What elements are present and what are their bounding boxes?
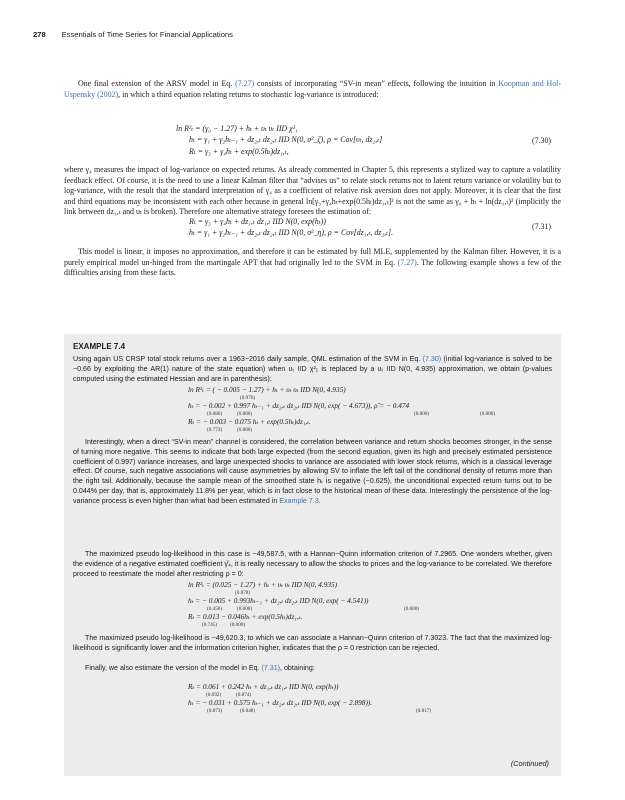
- intro-text: , in which a third equation relating returns to stochastic log-variance is introduced:: [118, 89, 379, 99]
- p-value: (0.048): [240, 708, 256, 714]
- equation-link[interactable]: (7.31): [261, 664, 281, 672]
- example-box: [64, 334, 561, 776]
- equation-line: ln R²ₜ = (γ₀ − 1.27) + hₜ + υₜ υₜ IID χ²₁: [176, 124, 298, 133]
- p-value: (0.000): [414, 411, 430, 417]
- equation-line: Rₜ = 0.061 + 0.242 hₜ + dz₁,ₜ dz₁,ₜ IID N(0, exp(hₜ)): [188, 682, 339, 691]
- body-paragraph: [64, 247, 561, 279]
- intro-text: consists of incorporating “SV-in mean” effects, following the intuition in: [254, 79, 499, 88]
- book-title: Essentials of Time Series for Financial Applications: [61, 30, 233, 39]
- equation-line: ln R²ₜ = ( − 0.005 − 1.27) + hₜ + υₜ υₜ IID N(0, 4.935): [188, 385, 346, 394]
- p-value: (0.000): [230, 622, 246, 628]
- p-value: (0.745): [202, 622, 218, 628]
- page-number: 278: [33, 30, 46, 39]
- p-value: (0.874): [236, 692, 252, 698]
- p-value: (0.000): [237, 606, 253, 612]
- example-paragraph: The maximized pseudo log-likelihood in this case is −49,587.5, with a Hannan−Quinn information criterion of 7.2965. One wonders whether, given the evidence of a negative estimated coefficient γ̂₄, it is really necessary to allow the shocks to prices and the log-variance to be correlated. We therefore proceed to reestimate the model after restricting ρ = 0:: [73, 550, 552, 578]
- p-value: (0.976): [240, 395, 256, 401]
- equation-link[interactable]: (7.27): [235, 79, 255, 88]
- body-text: . The following example shows a few of the difficulties arising from these facts.: [64, 257, 561, 278]
- equation-line: hₜ = − 0.005 + 0.993hₜ₋₁ + dz₂,ₜ dz₂,ₜ IID N(0, exp( − 4.541)): [188, 596, 369, 605]
- running-header: [33, 30, 233, 39]
- p-value: (0.692): [206, 692, 222, 698]
- equation-line: hₜ = γ₁ + γ₂hₜ₋₁ + dz₂,ₜ dz₂,ₜ IID N(0, σ²_ζ), ρ = Cov[υₜ, dz₂,ₜ]: [189, 135, 383, 144]
- equation-line: hₜ = − 0.031 + 0.575 hₜ₋₁ + dz₂,ₜ dz₂,ₜ IID N(0, exp( − 2.898)).: [188, 698, 373, 707]
- equation-link[interactable]: (7.30): [422, 355, 442, 363]
- body-text: This model is linear, it imposes no approximation, and therefore it can be estimated by full MLE, supplemented by the Kalman filter. However, it is a purely empirical model un-hinged from the martingale APT that had originally led to the SVM in Eq.: [64, 247, 561, 267]
- citation-link[interactable]: Koopman and Hol-Uspensky (2002): [64, 79, 561, 99]
- example-text: Finally, we also estimate the version of the model in Eq.: [85, 664, 262, 672]
- equation-number: (7.30): [532, 136, 552, 145]
- equation-line: Rₜ = γ₃ + γ₄hₜ + exp(0.5hₜ)dz₁,ₜ,: [189, 147, 289, 156]
- p-value: (0.000): [237, 427, 253, 433]
- example-text: .: [318, 496, 321, 505]
- example-paragraph: [73, 438, 552, 507]
- p-value: (0.873): [207, 708, 223, 714]
- example-title: EXAMPLE 7.4: [73, 342, 126, 351]
- example-text: Interestingly, when a direct “SV-in mean” channel is considered, the correlation between variance and return shocks becomes stronger, in the sense of turning more negative. This seems to indicate that both large expected (from the second equation, given its high and precisely estimated persistence coefficient of 0.997) variance increases, and large unexpected shocks to variance are associated with lower stock returns, which is a classical leverage effect. Of course, such negative associations will cause asymmetries by allowing SV to inflate the left tail of the conditional density of returns more than the right tail. Additionally, because the sample mean of the smoothed state hₜ is negative (−0.625), the unconditional expected return turns out to be 0.044% per day, that is, approximately 11.8% per year, which is in fact close to the historical mean of these data. Interestingly the persistence of the log-variance process is even higher than what had been estimated in: [73, 438, 552, 505]
- equation-number: (7.31): [532, 222, 552, 231]
- equation-line: ln R²ₜ = (0.025 − 1.27) + hₜ + υₜ υₜ IID N(0, 4.935): [188, 580, 338, 589]
- continued-label: (Continued): [510, 759, 549, 768]
- p-value: (0.817): [416, 708, 432, 714]
- intro-paragraph: [64, 79, 561, 100]
- example-paragraph: [73, 664, 552, 674]
- p-value: (0.878): [235, 590, 251, 596]
- equation-line: Rₜ = γ₃ + γ₄hₜ + dz₁,ₜ dz₁,ₜ IID N(0, exp(hₜ)): [189, 217, 326, 226]
- p-value: (0.000): [237, 411, 253, 417]
- example-paragraph: [73, 355, 552, 384]
- p-value: (0.000): [404, 606, 420, 612]
- equation-line: hₜ = γ₁ + γ₂hₜ₋₁ + dz₂,ₜ dz₂,ₜ IID N(0, σ²_η), ρ = Cov[dz₁,ₜ, dz₂,ₜ].: [189, 228, 394, 237]
- p-value: (0.773): [207, 427, 223, 433]
- body-paragraph: where γ₄ measures the impact of log-variance on expected returns. As already commented in Chapter 5, this represents a stylized way to capture a volatility feedback effect. Of course, it is the need to use a linear Kalman filter that “advises us” to relate stock returns not to latent return variance or volatility but to log-variance, with the result that the standard interpretation of γ₄ as a coefficient of relative risk aversion does not apply. Moreover, it is clear that the first and third equations may be inconsistent with each other because in general ln[γ₃+γ₄hₜ+exp(0.5hₜ)dz₁,ₜ]² is not the same as γ₀ + hₜ + ln(dz₁,ₜ)² (implicitly the link between dz₁,ₜ and υₜ is broken). Therefore one alternative strategy foresees the estimation of:: [64, 165, 561, 217]
- p-value: (0.456): [207, 606, 223, 612]
- p-value: (0.086): [207, 411, 223, 417]
- example-text: , obtaining:: [280, 664, 315, 672]
- equation-line: hₜ = − 0.002 + 0.997 hₜ₋₁ + dz₂,ₜ dz₂,ₜ IID N(0, exp( − 4.673)), ρ̂ = − 0.474: [188, 401, 410, 410]
- example-text: Using again US CRSP total stock returns over a 1963−2016 daily sample, QML estimation of the SVM in Eq.: [73, 355, 423, 363]
- intro-text: One final extension of the ARSV model in Eq.: [78, 79, 236, 88]
- equation-line: Rₜ = − 0.003 − 0.075 hₜ + exp(0.5hₜ)dz₁,ₜ.: [188, 417, 311, 426]
- example-link[interactable]: Example 7.3: [279, 496, 319, 505]
- equation-line: Rₜ = 0.013 − 0.046hₜ + exp(0.5hₜ)dz₁,ₜ.: [188, 612, 303, 621]
- equation-link[interactable]: (7.27): [397, 257, 417, 267]
- example-text: (initial log-variance is solved to be −0.66 by exploiting the AR(1) nature of the state equation) when υₜ IID χ²₁ is replaced by a υₜ IID N(0, 4.935) approximation, we obtain (p-values computed using the estimated Hessian and are in parenthesis):: [73, 355, 552, 383]
- p-value: (0.000): [480, 411, 496, 417]
- example-paragraph: The maximized pseudo log-likelihood is −49,620.3, to which we can associate a Hannan−Quinn criterion of 7.3023. The fact that the maximized log-likelihood is significantly lower and the information criterion higher, indicates that the ρ = 0 restriction can be rejected.: [73, 634, 552, 652]
